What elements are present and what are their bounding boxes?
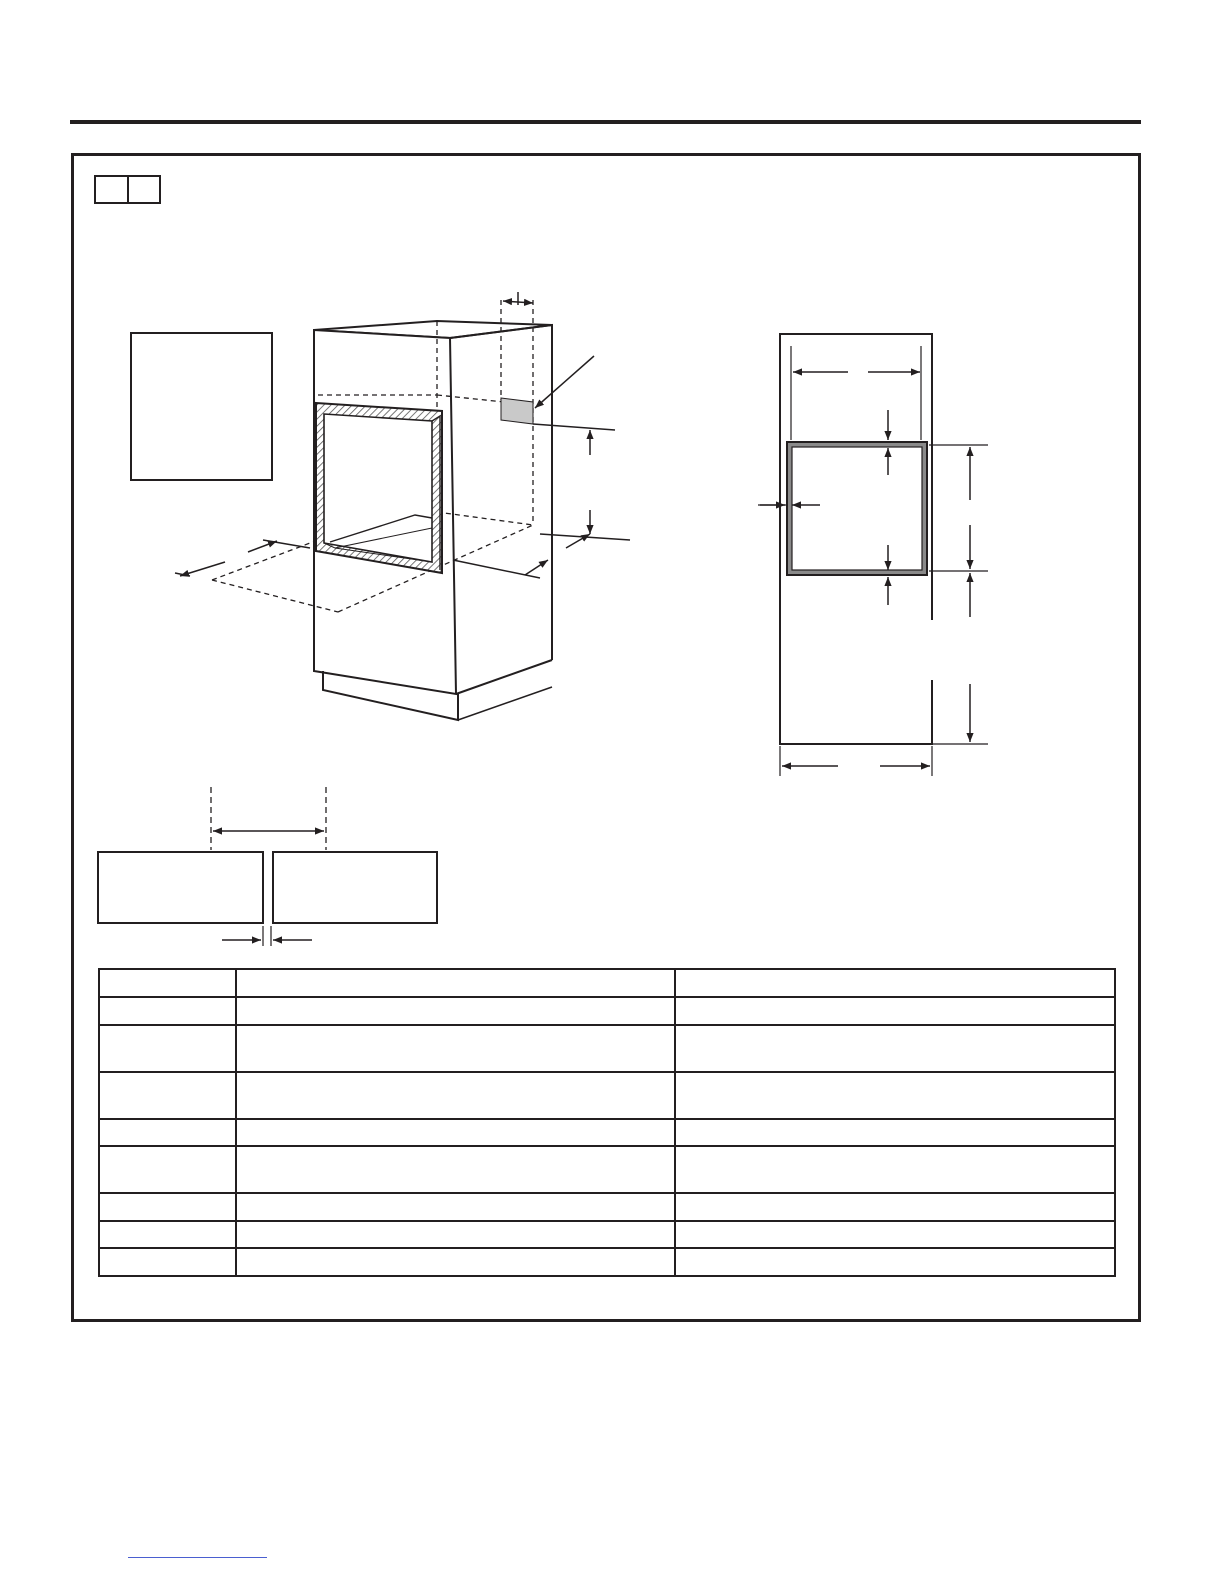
table-cell — [99, 1193, 236, 1221]
table-row — [99, 1193, 1115, 1221]
dim-depth-right — [248, 541, 277, 552]
elevation-opening-cavity — [792, 447, 922, 570]
cabinet-isometric — [212, 300, 552, 720]
leader-junction-box — [535, 356, 594, 408]
table-cell — [675, 1248, 1115, 1276]
side-by-side-detail — [98, 787, 437, 946]
detail-box-left — [98, 852, 263, 923]
table-cell — [675, 1119, 1115, 1146]
table-row — [99, 1146, 1115, 1193]
dim-depth-left — [180, 562, 225, 576]
table-cell — [236, 1119, 675, 1146]
spec-table — [98, 968, 1116, 1277]
table-cell — [236, 1146, 675, 1193]
table-cell — [236, 1025, 675, 1072]
table-cell — [236, 1072, 675, 1119]
table-row — [99, 1119, 1115, 1146]
table-cell — [675, 1193, 1115, 1221]
table-row — [99, 1248, 1115, 1276]
table-cell — [99, 1072, 236, 1119]
junction-box-area — [501, 398, 533, 424]
footer-link[interactable] — [128, 1557, 267, 1558]
table-row — [99, 997, 1115, 1025]
callout-box-left — [131, 333, 272, 480]
table-row — [99, 1025, 1115, 1072]
table-cell — [675, 1146, 1115, 1193]
badge-box-left — [95, 176, 128, 203]
table-cell — [99, 1248, 236, 1276]
table-row — [99, 1221, 1115, 1248]
table-row — [99, 1072, 1115, 1119]
oven-opening-cavity — [324, 414, 432, 562]
table-cell — [99, 1146, 236, 1193]
table-cell — [236, 997, 675, 1025]
table-cell — [99, 1025, 236, 1072]
table-cell — [99, 1119, 236, 1146]
dim-side-left — [525, 560, 548, 575]
table-row — [99, 969, 1115, 997]
table-cell — [675, 969, 1115, 997]
detail-box-right — [273, 852, 437, 923]
cabinet-elevation — [758, 334, 988, 776]
table-cell — [99, 997, 236, 1025]
table-cell — [99, 1221, 236, 1248]
table-cell — [236, 1193, 675, 1221]
table-cell — [236, 1248, 675, 1276]
table-cell — [675, 1025, 1115, 1072]
section-badges — [95, 176, 160, 203]
table-cell — [675, 1072, 1115, 1119]
table-cell — [675, 997, 1115, 1025]
table-cell — [236, 1221, 675, 1248]
table-cell — [675, 1221, 1115, 1248]
table-cell — [99, 969, 236, 997]
badge-box-right — [128, 176, 160, 203]
table-cell — [236, 969, 675, 997]
